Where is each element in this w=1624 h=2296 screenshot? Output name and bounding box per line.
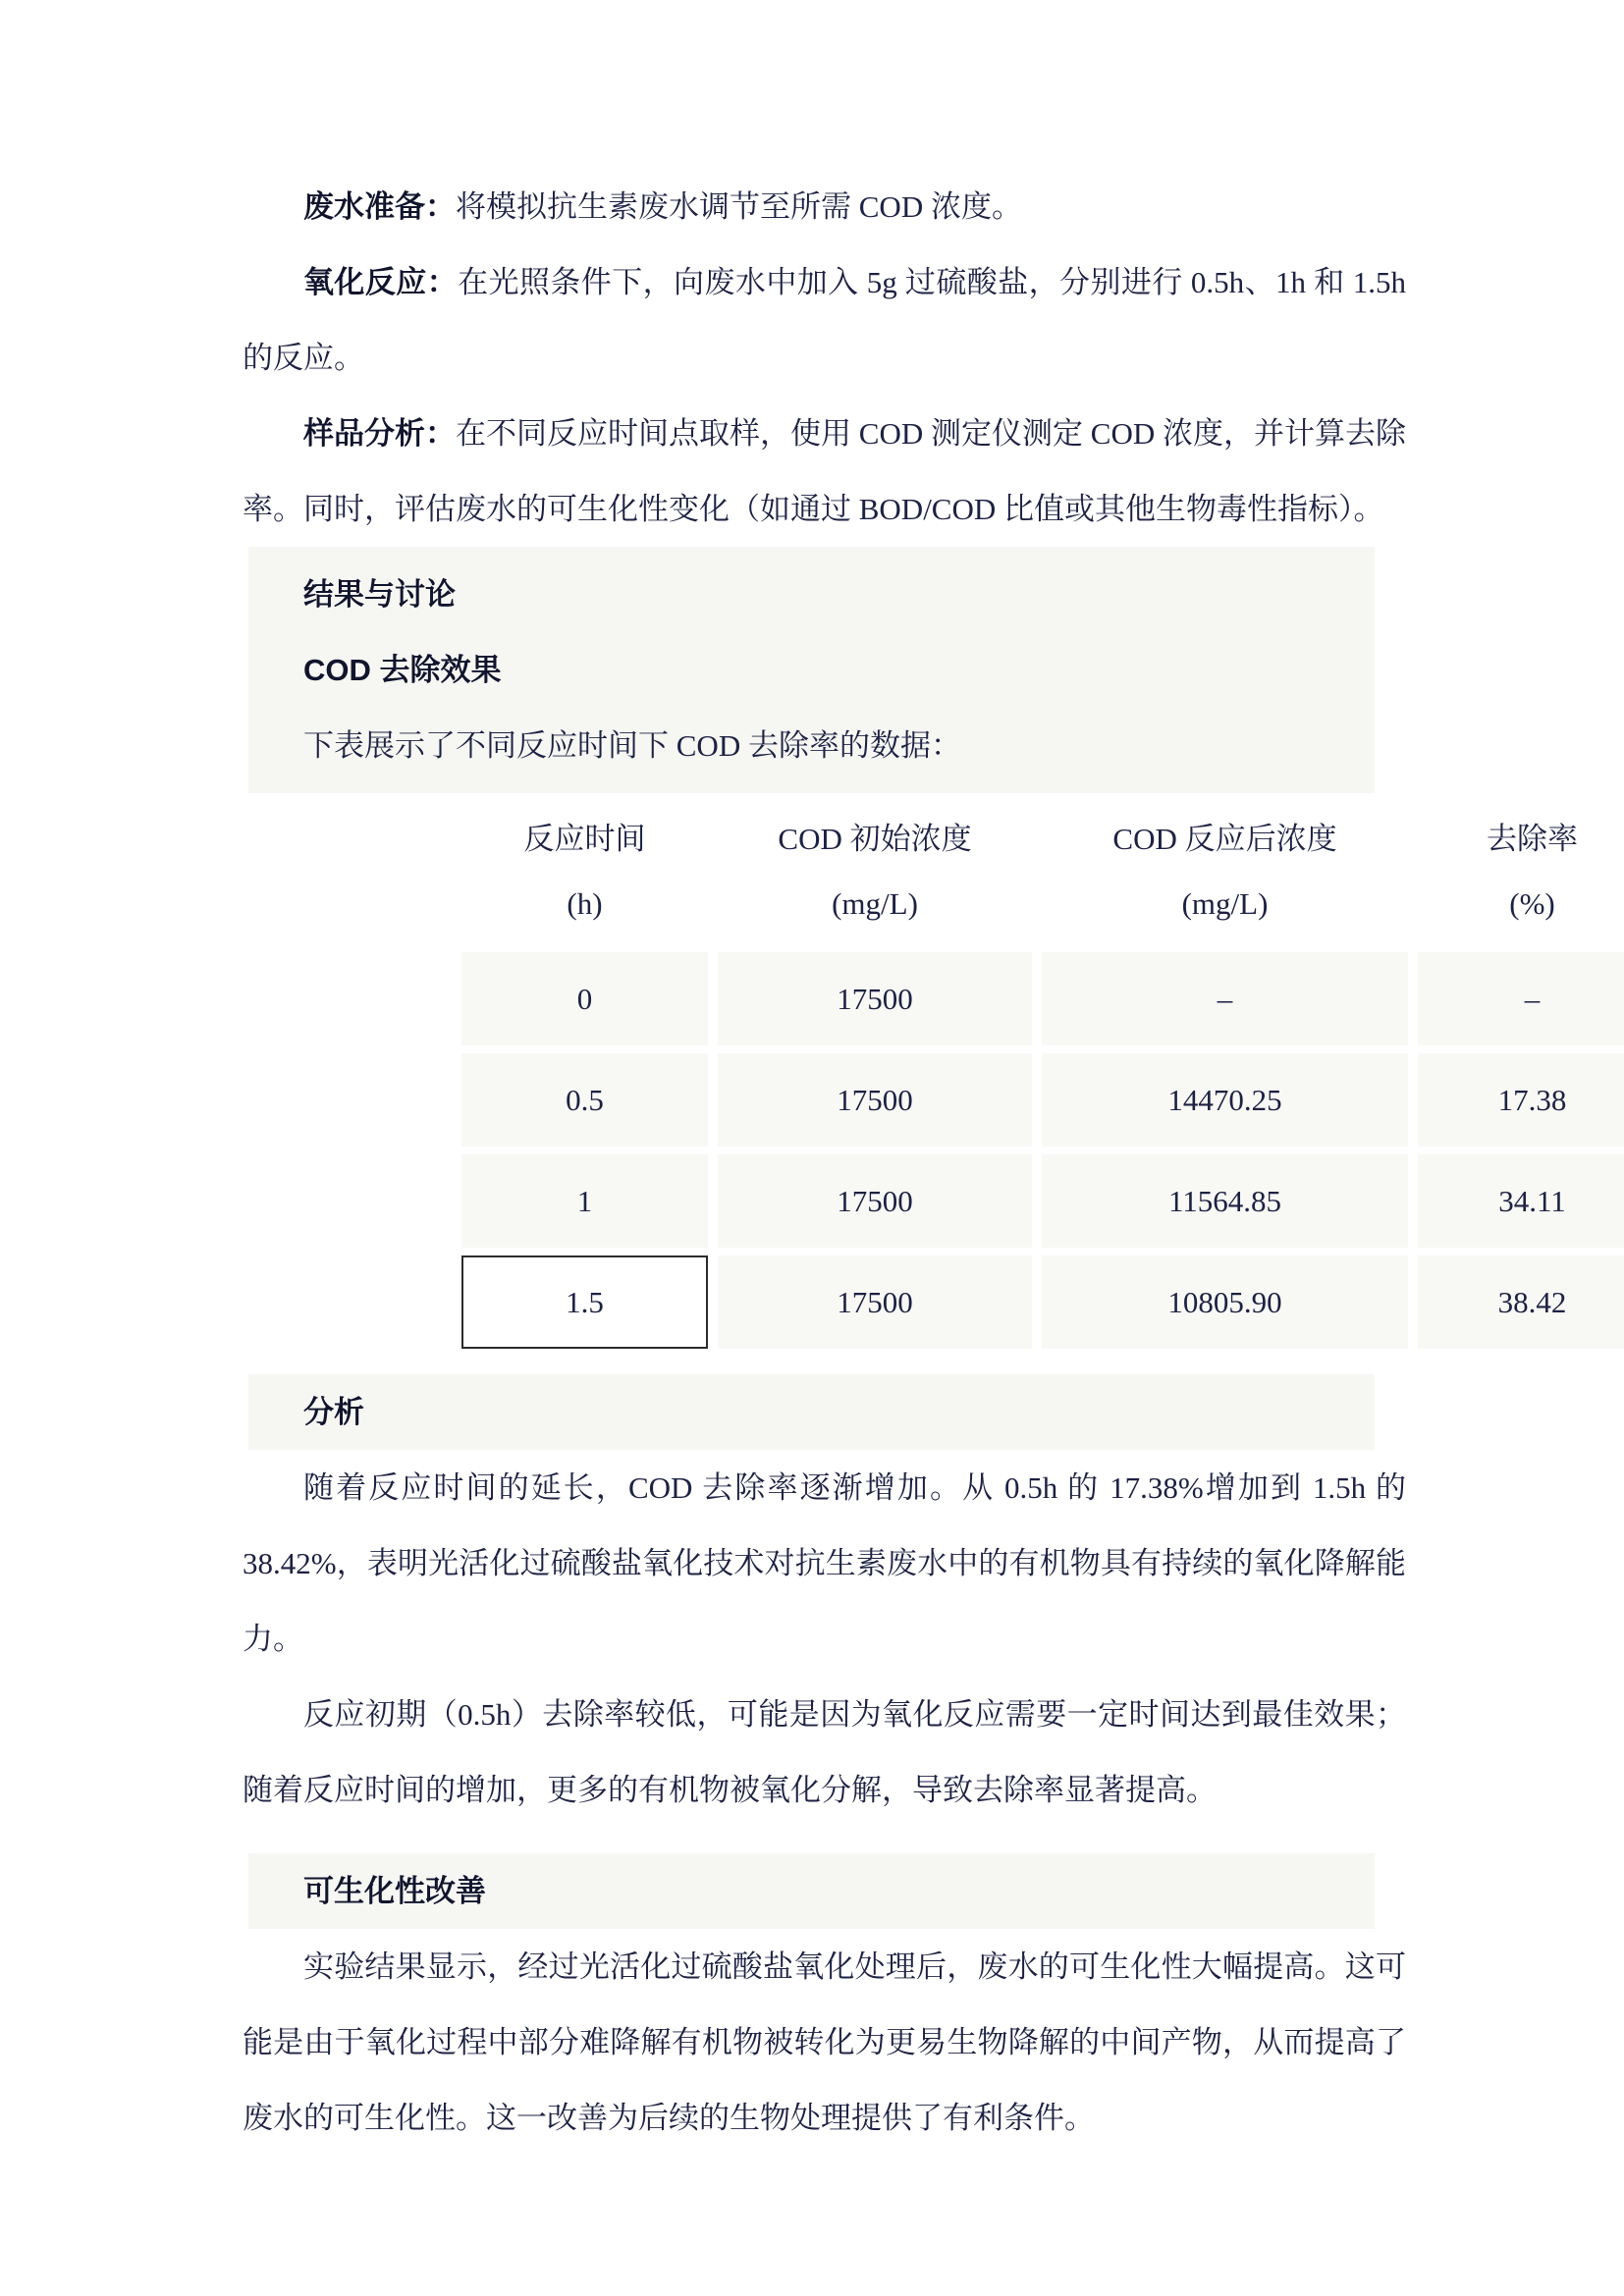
table-intro-text: 下表展示了不同反应时间下 COD 去除率的数据： — [303, 728, 961, 763]
biodegradability-heading-band — [248, 1853, 1375, 1929]
paragraph-label-wastewater-prep: 废水准备： — [303, 189, 456, 224]
table-cell: – — [1042, 952, 1408, 1045]
analysis-heading: 分析 — [303, 1395, 364, 1429]
table-header-final-cod — [1042, 797, 1408, 946]
table-row — [461, 952, 1624, 1045]
table-cell: 10805.90 — [1042, 1255, 1408, 1349]
table-cell: 17500 — [718, 952, 1032, 1045]
paragraph-text-sample-analysis: 在不同反应时间点取样，使用 COD 测定仪测定 COD 浓度，并计算去除率。同时，评估废水的可生化性变化（如通过 BOD/COD 比值或其他生物毒性指标）。 — [243, 416, 1406, 526]
cod-removal-heading: COD 去除效果 — [303, 653, 502, 687]
paragraph-wastewater-prep — [243, 169, 1406, 244]
table-cell: 1 — [461, 1154, 708, 1248]
header-title: 去除率 — [1487, 822, 1578, 856]
header-unit: (mg/L) — [832, 886, 918, 921]
biodegradability-paragraph: 实验结果显示，经过光活化过硫酸盐氧化处理后，废水的可生化性大幅提高。这可能是由于氧化过程中部分难降解有机物被转化为更易生物降解的中间产物，从而提高了废水的可生化性。这一改善为后续的生物处理提供了有利条件。 — [243, 1949, 1406, 2135]
header-unit: (mg/L) — [1181, 886, 1269, 921]
table-header-row — [461, 797, 1624, 946]
table-cell: 11564.85 — [1042, 1154, 1408, 1248]
table-cell: 17500 — [718, 1053, 1032, 1147]
selected-table-cell[interactable]: 1.5 — [461, 1255, 708, 1349]
analysis-paragraph-2: 反应初期（0.5h）去除率较低，可能是因为氧化反应需要一定时间达到最佳效果；随着反应时间的增加，更多的有机物被氧化分解，导致去除率显著提高。 — [243, 1697, 1406, 1807]
paragraph-label-sample-analysis: 样品分析： — [303, 416, 457, 451]
table-header-removal-rate — [1418, 797, 1624, 946]
table-header-initial-cod — [718, 797, 1032, 946]
header-title: 反应时间 — [523, 822, 646, 856]
table-cell: 14470.25 — [1042, 1053, 1408, 1147]
header-unit: (h) — [567, 886, 603, 921]
paragraph-label-oxidation-reaction: 氧化反应： — [303, 265, 459, 299]
table-row — [461, 1255, 1624, 1349]
results-section-block — [248, 547, 1375, 793]
table-row — [461, 1154, 1624, 1248]
header-unit: (%) — [1509, 886, 1555, 921]
table-cell: – — [1418, 952, 1624, 1045]
table-cell: 17500 — [718, 1154, 1032, 1248]
paragraph-oxidation-reaction — [243, 244, 1406, 396]
table-cell: 34.11 — [1418, 1154, 1624, 1248]
table-row — [461, 1053, 1624, 1147]
header-title: COD 初始浓度 — [778, 822, 972, 856]
analysis-heading-band — [248, 1374, 1375, 1450]
table-cell: 17.38 — [1418, 1053, 1624, 1147]
biodegradability-heading: 可生化性改善 — [303, 1874, 486, 1908]
table-header-reaction-time — [461, 797, 708, 946]
table-cell: 0 — [461, 952, 708, 1045]
results-heading: 结果与讨论 — [303, 577, 456, 612]
paragraph-text-oxidation-reaction: 在光照条件下，向废水中加入 5g 过硫酸盐，分别进行 0.5h、1h 和 1.5h 的反应。 — [243, 265, 1406, 375]
paragraph-text-wastewater-prep: 将模拟抗生素废水调节至所需 COD 浓度。 — [456, 189, 1022, 224]
paragraph-sample-analysis — [243, 396, 1406, 547]
cod-removal-table — [461, 797, 1624, 1349]
document-content — [243, 169, 1578, 2156]
header-title: COD 反应后浓度 — [1112, 822, 1337, 856]
table-cell: 17500 — [718, 1255, 1032, 1349]
table-cell: 0.5 — [461, 1053, 708, 1147]
table-cell: 38.42 — [1418, 1255, 1624, 1349]
table-body — [461, 952, 1624, 1349]
analysis-paragraph-1: 随着反应时间的延长，COD 去除率逐渐增加。从 0.5h 的 17.38%增加到 1.5h 的 38.42%，表明光活化过硫酸盐氧化技术对抗生素废水中的有机物具有持续的氧化降解能力。 — [243, 1470, 1406, 1656]
